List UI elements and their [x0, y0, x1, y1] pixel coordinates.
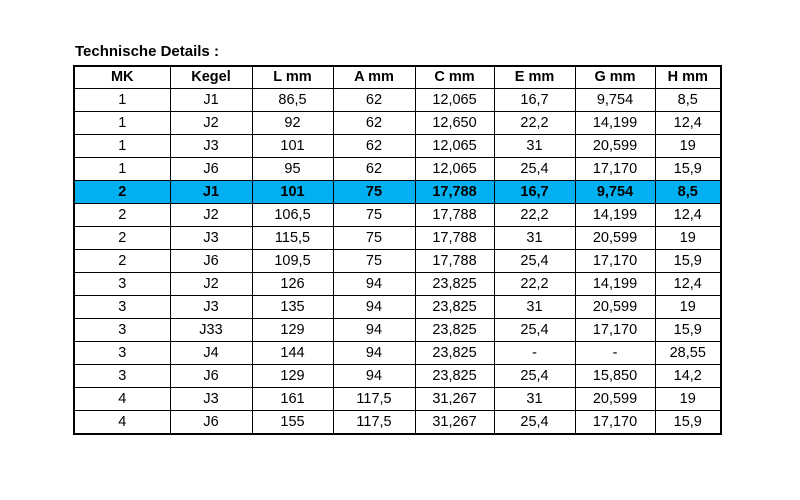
table-row-highlighted: [74, 181, 721, 204]
table-row: [74, 296, 721, 319]
cell-c-mm: 12,650: [415, 112, 494, 135]
table-row: [74, 342, 721, 365]
cell-a-mm: 94: [333, 365, 415, 388]
cell-mk: 1: [74, 135, 170, 158]
cell-l-mm: 161: [252, 388, 333, 411]
cell-c-mm: 12,065: [415, 89, 494, 112]
cell-l-mm: 106,5: [252, 204, 333, 227]
cell-h-mm: 8,5: [655, 89, 721, 112]
cell-h-mm: 14,2: [655, 365, 721, 388]
cell-a-mm: 94: [333, 296, 415, 319]
cell-kegel: J2: [170, 204, 252, 227]
cell-kegel: J6: [170, 250, 252, 273]
cell-e-mm: -: [494, 342, 575, 365]
cell-e-mm: 16,7: [494, 181, 575, 204]
cell-e-mm: 31: [494, 227, 575, 250]
cell-a-mm: 62: [333, 158, 415, 181]
cell-e-mm: 25,4: [494, 411, 575, 435]
cell-kegel: J33: [170, 319, 252, 342]
cell-a-mm: 75: [333, 181, 415, 204]
cell-mk: 3: [74, 273, 170, 296]
cell-e-mm: 25,4: [494, 365, 575, 388]
cell-mk: 3: [74, 365, 170, 388]
cell-mk: 3: [74, 342, 170, 365]
cell-l-mm: 129: [252, 365, 333, 388]
header-row: [74, 66, 721, 89]
table-row: [74, 319, 721, 342]
cell-a-mm: 62: [333, 112, 415, 135]
cell-h-mm: 15,9: [655, 411, 721, 435]
cell-e-mm: 25,4: [494, 250, 575, 273]
table-row: [74, 112, 721, 135]
section-title: Technische Details :: [75, 43, 219, 60]
table-row: [74, 158, 721, 181]
cell-l-mm: 135: [252, 296, 333, 319]
cell-h-mm: 19: [655, 296, 721, 319]
table-row: [74, 204, 721, 227]
header-l-mm: L mm: [252, 66, 333, 89]
table-row: [74, 227, 721, 250]
cell-h-mm: 19: [655, 227, 721, 250]
cell-g-mm: 17,170: [575, 319, 655, 342]
cell-l-mm: 101: [252, 135, 333, 158]
cell-mk: 3: [74, 319, 170, 342]
cell-c-mm: 17,788: [415, 227, 494, 250]
cell-l-mm: 95: [252, 158, 333, 181]
cell-c-mm: 12,065: [415, 135, 494, 158]
cell-kegel: J3: [170, 135, 252, 158]
table-header: [74, 66, 721, 89]
cell-kegel: J1: [170, 89, 252, 112]
cell-g-mm: 20,599: [575, 227, 655, 250]
cell-l-mm: 92: [252, 112, 333, 135]
header-a-mm: A mm: [333, 66, 415, 89]
table-row: [74, 135, 721, 158]
cell-mk: 1: [74, 158, 170, 181]
header-e-mm: E mm: [494, 66, 575, 89]
cell-c-mm: 12,065: [415, 158, 494, 181]
cell-c-mm: 31,267: [415, 388, 494, 411]
cell-c-mm: 17,788: [415, 250, 494, 273]
cell-a-mm: 94: [333, 342, 415, 365]
header-mk: MK: [74, 66, 170, 89]
cell-l-mm: 115,5: [252, 227, 333, 250]
table-body: [74, 89, 721, 435]
cell-l-mm: 144: [252, 342, 333, 365]
cell-mk: 4: [74, 411, 170, 435]
cell-e-mm: 31: [494, 296, 575, 319]
table-row: [74, 411, 721, 435]
cell-a-mm: 62: [333, 135, 415, 158]
cell-mk: 2: [74, 181, 170, 204]
cell-kegel: J2: [170, 112, 252, 135]
cell-a-mm: 94: [333, 319, 415, 342]
cell-e-mm: 25,4: [494, 319, 575, 342]
cell-g-mm: 14,199: [575, 273, 655, 296]
cell-g-mm: 17,170: [575, 250, 655, 273]
cell-e-mm: 31: [494, 135, 575, 158]
cell-c-mm: 23,825: [415, 342, 494, 365]
cell-a-mm: 117,5: [333, 411, 415, 435]
table-row: [74, 250, 721, 273]
cell-c-mm: 23,825: [415, 296, 494, 319]
cell-e-mm: 22,2: [494, 204, 575, 227]
cell-e-mm: 22,2: [494, 112, 575, 135]
cell-c-mm: 17,788: [415, 181, 494, 204]
cell-a-mm: 75: [333, 204, 415, 227]
cell-kegel: J2: [170, 273, 252, 296]
cell-e-mm: 31: [494, 388, 575, 411]
cell-h-mm: 12,4: [655, 273, 721, 296]
cell-c-mm: 17,788: [415, 204, 494, 227]
cell-g-mm: 9,754: [575, 89, 655, 112]
cell-mk: 4: [74, 388, 170, 411]
cell-mk: 2: [74, 227, 170, 250]
cell-e-mm: 22,2: [494, 273, 575, 296]
cell-g-mm: 15,850: [575, 365, 655, 388]
cell-g-mm: 20,599: [575, 135, 655, 158]
cell-c-mm: 23,825: [415, 273, 494, 296]
cell-l-mm: 101: [252, 181, 333, 204]
cell-e-mm: 16,7: [494, 89, 575, 112]
cell-c-mm: 31,267: [415, 411, 494, 435]
cell-kegel: J4: [170, 342, 252, 365]
cell-l-mm: 129: [252, 319, 333, 342]
cell-e-mm: 25,4: [494, 158, 575, 181]
header-h-mm: H mm: [655, 66, 721, 89]
cell-a-mm: 117,5: [333, 388, 415, 411]
cell-l-mm: 126: [252, 273, 333, 296]
cell-g-mm: 14,199: [575, 112, 655, 135]
cell-kegel: J3: [170, 388, 252, 411]
cell-kegel: J3: [170, 227, 252, 250]
cell-a-mm: 62: [333, 89, 415, 112]
table-row: [74, 89, 721, 112]
header-c-mm: C mm: [415, 66, 494, 89]
cell-h-mm: 15,9: [655, 250, 721, 273]
cell-a-mm: 75: [333, 227, 415, 250]
cell-kegel: J6: [170, 158, 252, 181]
cell-g-mm: -: [575, 342, 655, 365]
cell-g-mm: 20,599: [575, 388, 655, 411]
cell-mk: 2: [74, 250, 170, 273]
cell-h-mm: 28,55: [655, 342, 721, 365]
cell-g-mm: 9,754: [575, 181, 655, 204]
cell-mk: 1: [74, 89, 170, 112]
cell-h-mm: 12,4: [655, 112, 721, 135]
table-row: [74, 365, 721, 388]
cell-l-mm: 109,5: [252, 250, 333, 273]
cell-kegel: J3: [170, 296, 252, 319]
technical-details-table: [73, 65, 722, 435]
cell-l-mm: 86,5: [252, 89, 333, 112]
cell-kegel: J1: [170, 181, 252, 204]
cell-h-mm: 19: [655, 135, 721, 158]
cell-mk: 3: [74, 296, 170, 319]
cell-h-mm: 12,4: [655, 204, 721, 227]
cell-g-mm: 17,170: [575, 411, 655, 435]
cell-c-mm: 23,825: [415, 319, 494, 342]
cell-c-mm: 23,825: [415, 365, 494, 388]
table-row: [74, 273, 721, 296]
header-kegel: Kegel: [170, 66, 252, 89]
cell-kegel: J6: [170, 411, 252, 435]
cell-h-mm: 15,9: [655, 319, 721, 342]
cell-h-mm: 19: [655, 388, 721, 411]
cell-h-mm: 8,5: [655, 181, 721, 204]
cell-a-mm: 94: [333, 273, 415, 296]
cell-g-mm: 20,599: [575, 296, 655, 319]
cell-h-mm: 15,9: [655, 158, 721, 181]
cell-a-mm: 75: [333, 250, 415, 273]
cell-mk: 2: [74, 204, 170, 227]
cell-kegel: J6: [170, 365, 252, 388]
header-g-mm: G mm: [575, 66, 655, 89]
cell-g-mm: 17,170: [575, 158, 655, 181]
cell-mk: 1: [74, 112, 170, 135]
cell-l-mm: 155: [252, 411, 333, 435]
table-row: [74, 388, 721, 411]
cell-g-mm: 14,199: [575, 204, 655, 227]
